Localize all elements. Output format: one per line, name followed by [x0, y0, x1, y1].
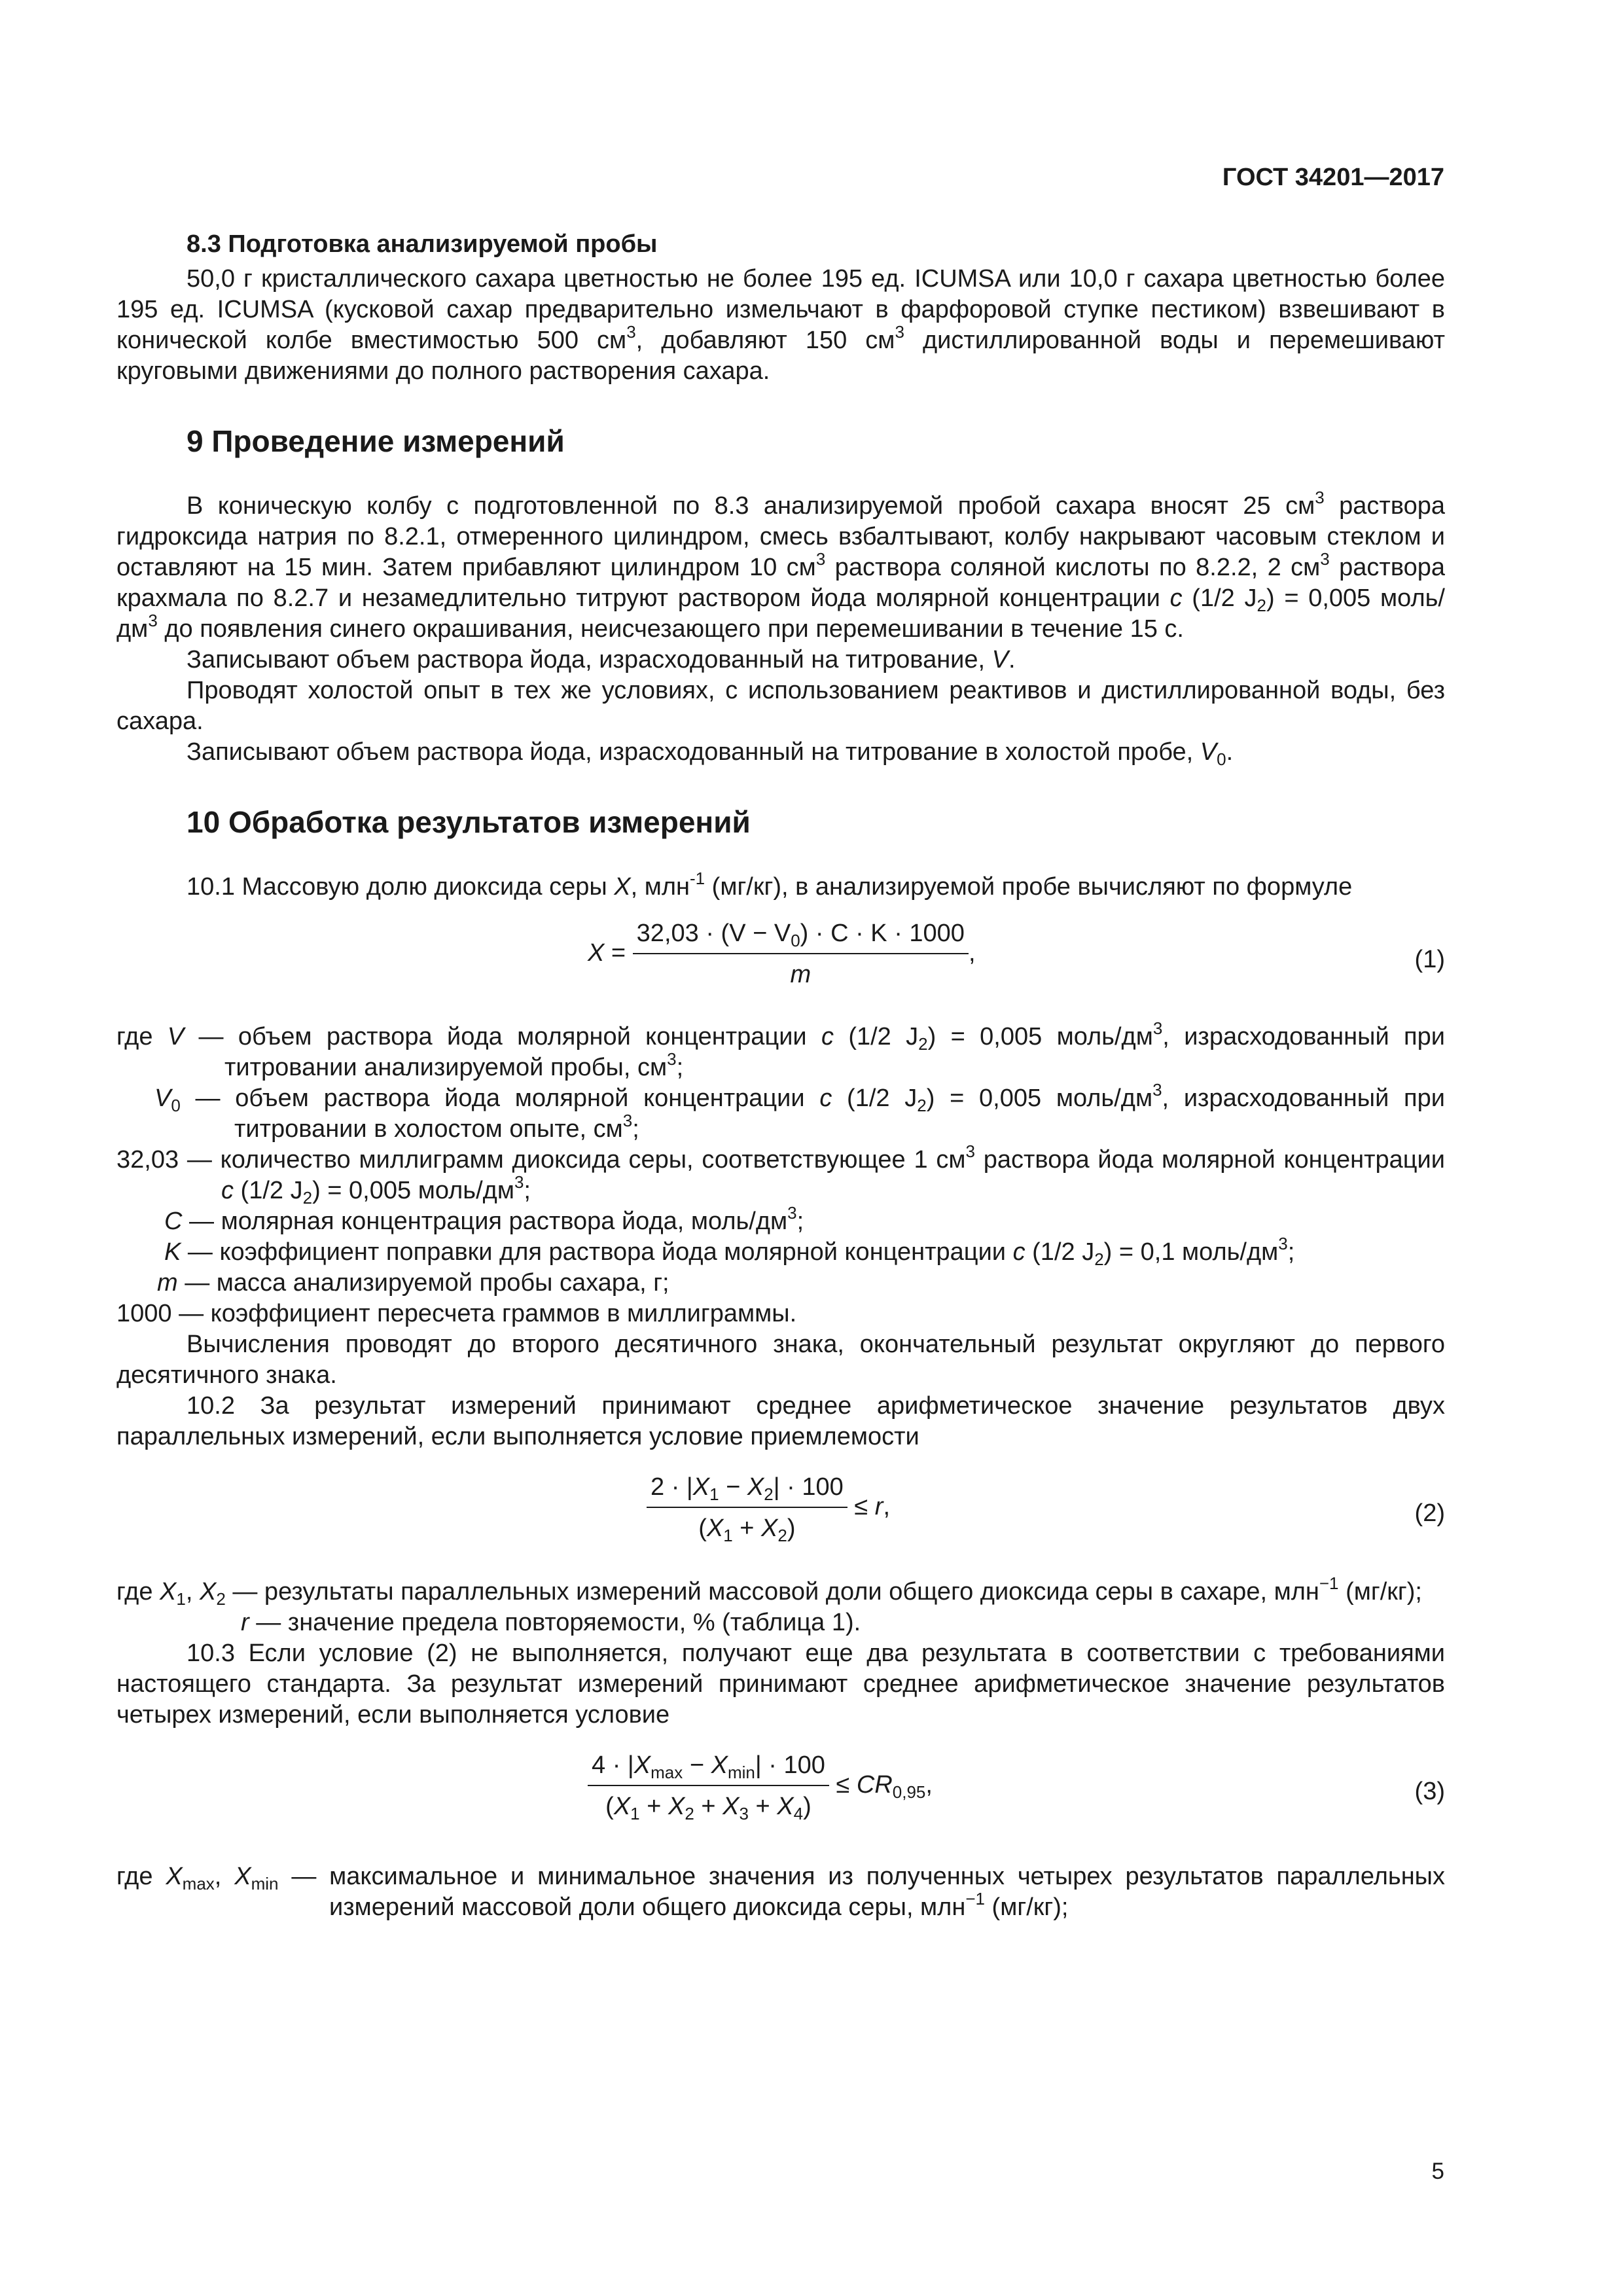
formula-1: X = $\frac{32,03 \cdot (V - V_0) \cdot C \cdot K \cdot 1000}{m}$ , (1) [588, 920, 1445, 988]
section-9-heading: 9 Проведение измерений [187, 424, 565, 458]
formula-2-number: (2) [1414, 1499, 1445, 1527]
definition-x1-x2: где $X_1$, $X_2$ — результаты параллельных измерений массовой доли общего диоксида серы в сахаре, млн$^{-1}$ (мг/кг); [116, 1573, 1422, 1609]
section-8-3-heading: 8.3 Подготовка анализируемой пробы [187, 230, 658, 258]
section-9-paragraph-1: В коническую колбу с подготовленной по 8.3 анализируемой пробой сахара вносят 25 $см^3$ раствора гидроксида натрия по 8.2.1, отмеренного цилиндром, смесь взбалтывают, колбу накрывают часовым стеклом и оставляют на 15 мин. Затем прибавляют цилиндром 10 $см^3$ раствора соляной кислоты по 8.2.2, 2 $см^3$ раствора крахмала по 8.2.7 и незамедлительно титруют раствором йода молярной концентрации c (1/2 $J_2) = 0,005$ моль/$дм^3$ до появления синего окрашивания, неисчезающего при перемешивании в течение 15 с. [116, 488, 1445, 643]
formula-2: $\frac{2 \cdot |X_1 - X_2| \cdot 100}{(X_1 + X_2)}$ ≤ r, (2) [116, 1472, 1445, 1577]
document-body [116, 229, 1445, 1923]
definition-3203: 32,03 — количество миллиграмм диоксида серы, соответствующее 1 $см^3$ раствора йода молярной концентрации c (1/2 $J_2) = 0,005$ моль/$дм^3$; [116, 1141, 1445, 1208]
formula-3: $\frac{4 \cdot |X_{max} - X_{min}| \cdot 100}{(X_1 + X_2 + X_3 + X_4)}$ ≤ $CR_{0,95}$, (3) [116, 1750, 1445, 1861]
definition-v0: $V_0$ — объем раствора йода молярной концентрации c (1/2 $J_2) = 0,005$ моль/$дм^3$, израсходованный при титровании в холостом опыте, $см^3$; [154, 1080, 1445, 1143]
formula-1-definitions [116, 1018, 1445, 1329]
definition-c: C — молярная концентрация раствора йода, моль/$дм^3$; [164, 1203, 804, 1235]
section-10-3-paragraph: 10.3 Если условие (2) не выполняется, получают еще два результата в соответствии с требованиями настоящего стандарта. За результат измерений принимают среднее арифметическое значение результатов четырех измерений, если выполняется условие [116, 1640, 1445, 1729]
section-9-paragraph-4: Записывают объем раствора йода, израсходованный на титрование в холостой пробе, $V_0$. [187, 738, 1234, 769]
section-9-paragraph-2: Записывают объем раствора йода, израсходованный на титрование, V. [187, 646, 1016, 673]
definition-k: K — коэффициент поправки для раствора йода молярной концентрации c (1/2 $J_2) = 0,1$ моль/$дм^3$; [164, 1234, 1295, 1269]
section-10-1-paragraph: 10.1 Массовую долю диоксида серы X, млн$^{-1}$ (мг/кг), в анализируемой пробе вычисляют по формуле [187, 869, 1353, 901]
definition-v: где V — объем раствора йода молярной концентрации c (1/2 $J_2) = 0,005$ моль/$дм^3$, израсходованный при титровании анализируемой пробы, $см^3$; [116, 1018, 1445, 1081]
definition-1000: 1000 — коэффициент пересчета граммов в миллиграммы. [116, 1300, 797, 1327]
definition-xmax-xmin: где $X_{max}$, $X_{min}$ — максимальное и минимальное значения из полученных четырех результатов параллельных измерений массовой доли общего диоксида серы, млн$^{-1}$ (мг/кг); [116, 1863, 1445, 1921]
section-10-heading: 10 Обработка результатов измерений [187, 805, 751, 839]
definition-r: r — значение предела повторяемости, % (таблица 1). [241, 1609, 861, 1636]
section-10-2-paragraph: 10.2 За результат измерений принимают среднее арифметическое значение результатов двух параллельных измерений, если выполняется условие приемлемости [116, 1392, 1445, 1450]
formula-1-number: (1) [1414, 946, 1445, 973]
definition-m: m — масса анализируемой пробы сахара, г; [157, 1269, 669, 1297]
standard-number: ГОСТ 34201—2017 [1222, 164, 1444, 191]
page-number: 5 [1431, 2159, 1444, 2184]
section-9-paragraph-3: Проводят холостой опыт в тех же условиях, с использованием реактивов и дистиллированной воды, без сахара. [116, 677, 1445, 735]
formula-3-number: (3) [1414, 1778, 1445, 1805]
calculation-note: Вычисления проводят до второго десятичного знака, окончательный результат округляют до первого десятичного знака. [116, 1331, 1445, 1389]
section-8-3-paragraph: 50,0 г кристаллического сахара цветностью не более 195 ед. ICUMSA или 10,0 г сахара цветностью более 195 ед. ICUMSA (кусковой сахар предварительно измельчают в фарфоровой ступке пестиком) взвешивают в конической колбе вместимостью 500 $см^3$, добавляют 150 $см^3$ дистиллированной воды и перемешивают круговыми движениями до полного растворения сахара. [116, 265, 1445, 385]
